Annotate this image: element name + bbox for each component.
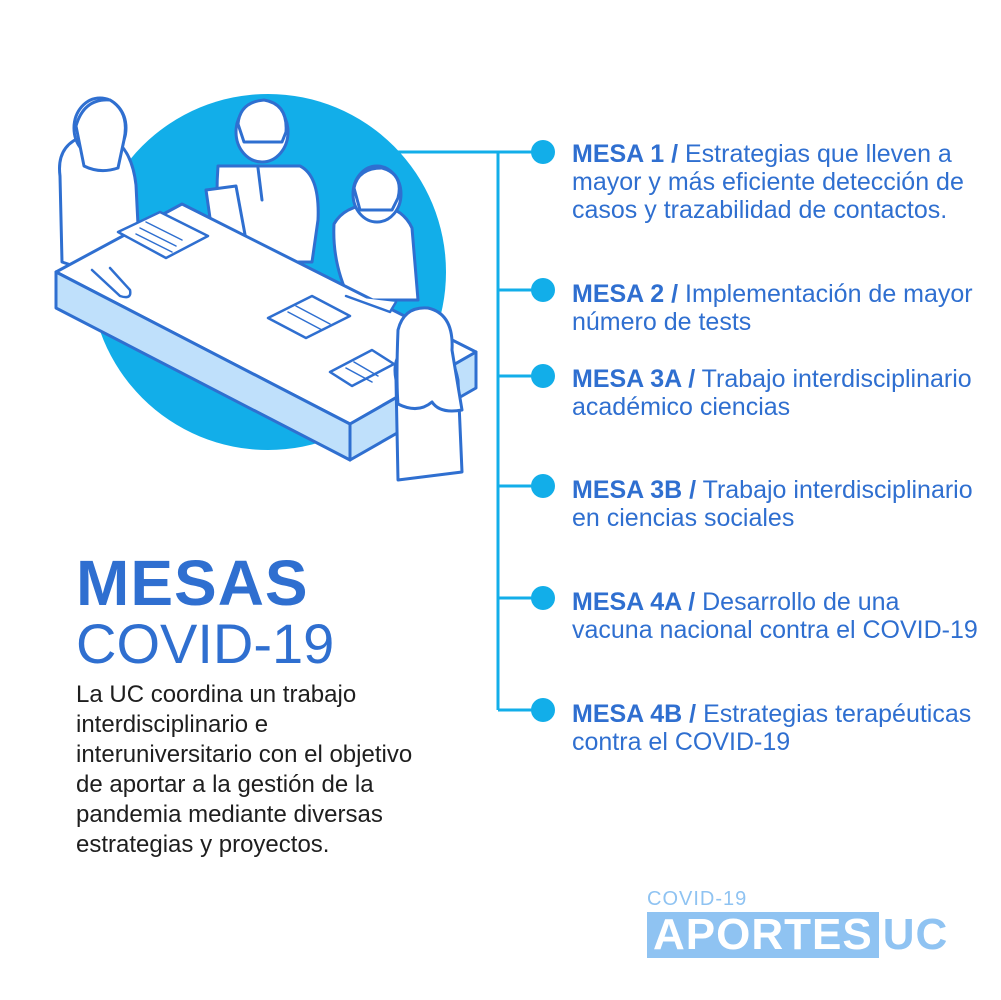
mesa-1-item (572, 140, 982, 224)
mesa-3a-text: Trabajo interdisciplinario académico ciencias (572, 365, 972, 421)
mesa-4b-label: MESA 4B / (572, 700, 697, 728)
mesa-3b-label: MESA 3B / (572, 476, 697, 504)
brand-logo (647, 912, 952, 958)
mesa-1-label: MESA 1 / (572, 140, 679, 168)
mesa-3a-label: MESA 3A / (572, 365, 696, 393)
mesa-4a-label: MESA 4A / (572, 588, 696, 616)
description-text: La UC coordina un trabajo interdisciplinario e interuniversitario con el objetivo de aportar a la gestión de la pandemia mediante diversas estrategias y proyectos. (76, 681, 413, 858)
mesa-4b-item (572, 700, 982, 756)
title-line-2: COVID-19 (76, 612, 335, 675)
mesa-4a-text: Desarrollo de una vacuna nacional contra el COVID-19 (572, 588, 978, 644)
mesa-3b-text: Trabajo interdisciplinario en ciencias sociales (572, 476, 973, 532)
mesa-1-text: Estrategias que lleven a mayor y más eficiente detección de casos y trazabilidad de contactos. (572, 140, 964, 224)
mesa-3a-item (572, 365, 982, 421)
person-woman-front (395, 308, 462, 480)
mesa-2-text: Implementación de mayor número de tests (572, 280, 973, 336)
mesa-2-item (572, 280, 982, 336)
mesa-3b-item (572, 476, 982, 532)
bullet-dots (531, 140, 555, 722)
mesa-2-label: MESA 2 / (572, 280, 679, 308)
brand-part-2: UC (882, 910, 949, 959)
mesa-4b-text: Estrategias terapéuticas contra el COVID-19 (572, 700, 972, 756)
brand-part-1: APORTES (647, 912, 879, 958)
title-line-1: MESAS (76, 547, 309, 619)
mesa-4a-item (572, 588, 982, 644)
brand-subtitle: COVID-19 (647, 888, 748, 910)
